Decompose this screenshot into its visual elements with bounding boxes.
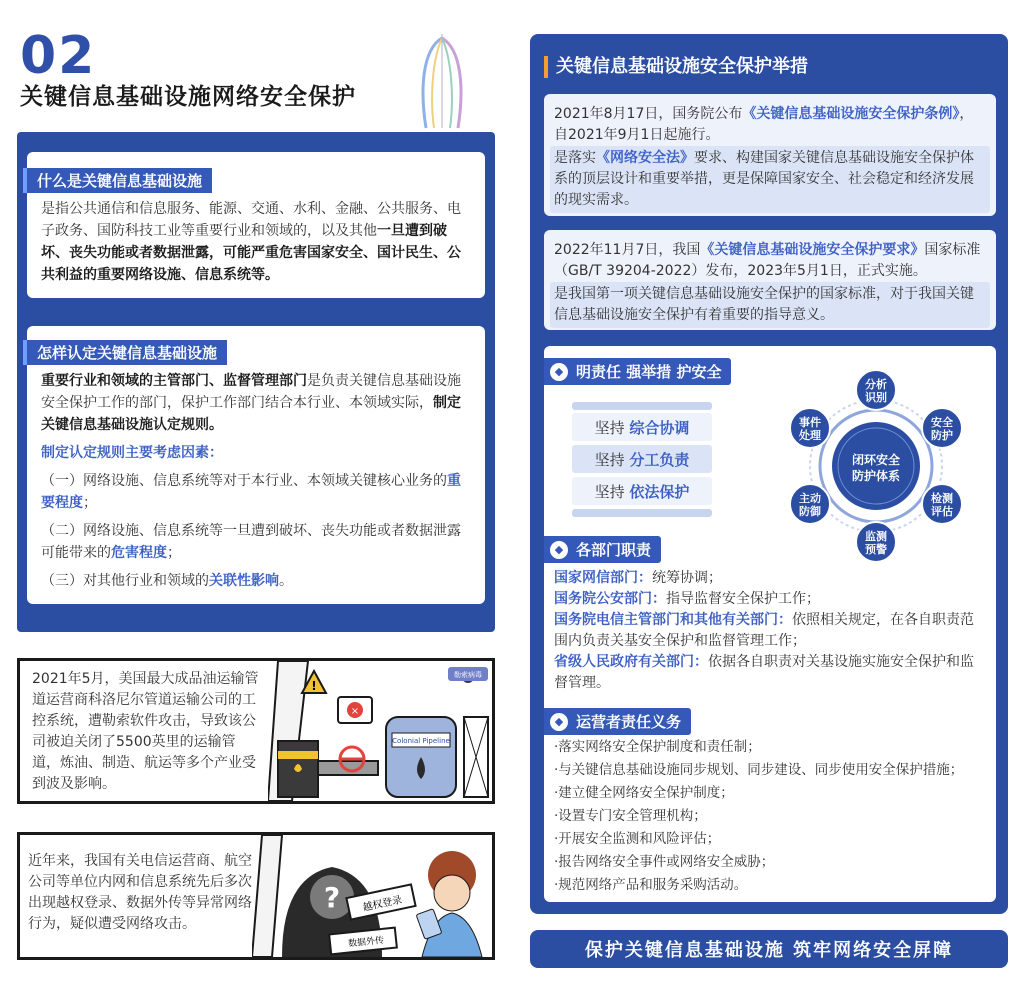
svg-text:勒索病毒: 勒索病毒 — [454, 671, 482, 679]
security-cycle-diagram — [766, 368, 986, 564]
shield-icon: ◆ — [550, 363, 568, 381]
pipeline-illustration — [268, 661, 492, 801]
tower-illustration — [412, 30, 472, 130]
list-item: ·建立健全网络安全保护制度； — [554, 785, 734, 801]
department-item: 国务院公安部门：指导监督安全保护工作； — [554, 591, 820, 607]
list-item: ·规范网络产品和服务采购活动。 — [554, 877, 748, 893]
node-respond — [790, 408, 830, 448]
hacker-illustration — [252, 835, 492, 957]
svg-text:越权登录: 越权登录 — [361, 894, 404, 914]
identification-text: 重要行业和领域的主管部门、监督管理部门是负责关键信息基础设施安全保护工作的部门，保护工作部门结合本行业、本领域实际，制定关键信息基础设施认定规则。 制定认定规则主要考虑因素： （一）网络设施、信息系统等对于本行业、本领域关键核心业务的重要程度； （二）网络设施、信息系统等一旦遭到破坏、丧失功能或者数据泄露可能带来的危害程度； （三）对其他行业和领域的关联性影响。 — [41, 370, 471, 592]
principle-item: 坚持 分工负责 — [572, 445, 712, 473]
shield-icon: ◆ — [550, 713, 568, 731]
operator-duty-list — [554, 736, 986, 897]
svg-text:×: × — [350, 706, 360, 717]
section-number: 02 — [20, 26, 97, 86]
intrusion-comic — [17, 832, 495, 960]
slogan-banner: 保护关键信息基础设施 筑牢网络安全屏障 — [530, 930, 1008, 968]
svg-text:预警: 预警 — [865, 543, 887, 556]
standard-significance: 是我国第一项关键信息基础设施安全保护的国家标准，对于我国关键信息基础设施安全保护有着重要的指导意义。 — [550, 282, 990, 328]
factor-1: （一）网络设施、信息系统等对于本行业、本领域关键核心业务的重要程度； — [41, 473, 461, 511]
list-item: ·设置专门安全管理机构； — [554, 808, 707, 824]
svg-text:安全: 安全 — [931, 416, 953, 429]
regulation-significance: 是落实《网络安全法》要求、构建国家关键信息基础设施安全保护体系的顶层设计和重要举措，更是保障国家安全、社会稳定和经济发展的现实需求。 — [550, 146, 990, 213]
list-item: ·与关键信息基础设施同步规划、同步建设、同步使用安全保护措施； — [554, 762, 964, 778]
node-protect — [922, 408, 962, 448]
cycle-center-line1: 闭环安全 — [851, 453, 901, 467]
list-item: ·落实网络安全保护制度和责任制； — [554, 739, 761, 755]
svg-text:识别: 识别 — [865, 391, 887, 404]
factor-3: （三）对其他行业和领域的关联性影响。 — [41, 573, 293, 589]
svg-text:处理: 处理 — [799, 429, 821, 442]
pipeline-attack-comic — [17, 658, 495, 804]
svg-text:!: ! — [311, 679, 317, 693]
identification-card — [27, 326, 485, 604]
department-item: 国务院电信主管部门和其他有关部门：依照相关规定，在各自职责范围内负责关基安全保护和监督管理工作； — [554, 612, 974, 649]
svg-text:监测: 监测 — [865, 530, 887, 543]
shield-icon: ◆ — [550, 541, 568, 559]
responsibility-tag: ◆ 明责任 强举措 护安全 — [544, 358, 731, 385]
regulation-card — [544, 94, 996, 216]
department-item: 国家网信部门：统筹协调； — [554, 570, 722, 586]
svg-text:检测: 检测 — [931, 492, 953, 505]
svg-text:事件: 事件 — [799, 416, 821, 429]
standard-text: 2022年11月7日，我国《关键信息基础设施安全保护要求》国家标准（GB/T 39204-2022）发布，2023年5月1日，正式实施。 — [554, 242, 981, 279]
department-list — [554, 568, 986, 694]
node-evaluate — [922, 484, 962, 524]
page-title: 关键信息基础设施网络安全保护 — [20, 84, 356, 110]
identification-tag: 怎样认定关键信息基础设施 — [23, 340, 227, 365]
operator-duties-tag: ◆ 运营者责任义务 — [544, 708, 691, 735]
svg-text:主动: 主动 — [799, 492, 821, 505]
node-warn — [856, 522, 896, 562]
principles-list — [572, 402, 712, 520]
virus-icon — [448, 667, 488, 683]
definition-card — [27, 152, 485, 298]
list-item: ·报告网络安全事件或网络安全威胁； — [554, 854, 775, 870]
definition-text: 是指公共通信和信息服务、能源、交通、水利、金融、公共服务、电子政务、国防科技工业等重要行业和领域的，以及其他一旦遭到破坏、丧失功能或者数据泄露，可能严重危害国家安全、国计民生、公共利益的重要网络设施、信息系统等。 — [41, 201, 461, 283]
node-defend — [790, 484, 830, 524]
node-analyze — [856, 370, 896, 410]
regulation-text: 2021年8月17日，国务院公布《关键信息基础设施安全保护条例》，自2021年9月1日起施行。 — [554, 106, 974, 143]
svg-text:数据外传: 数据外传 — [347, 935, 385, 950]
svg-text:防护: 防护 — [931, 429, 953, 442]
measures-title: 关键信息基础设施安全保护举措 — [544, 56, 808, 78]
pipeline-attack-text: 2021年5月，美国最大成品油运输管道运营商科洛尼尔管道运输公司的工控系统，遭勒索软件攻击，导致该公司被迫关闭了5500英里的运输管道，炼油、制造、航运等多个产业受到波及影响。 — [32, 671, 259, 792]
definition-tag: 什么是关键信息基础设施 — [23, 168, 212, 193]
factors-heading: 制定认定规则主要考虑因素： — [41, 445, 223, 461]
list-item: ·开展安全监测和风险评估； — [554, 831, 721, 847]
svg-text:评估: 评估 — [931, 505, 953, 518]
error-icon — [338, 697, 372, 723]
standard-card — [544, 230, 996, 330]
department-item: 省级人民政府有关部门：依据各自职责对关基设施实施安全保护和监督管理。 — [554, 654, 974, 691]
departments-tag: ◆ 各部门职责 — [544, 536, 661, 563]
factor-2: （二）网络设施、信息系统等一旦遭到破坏、丧失功能或者数据泄露可能带来的危害程度； — [41, 523, 461, 561]
svg-text:防御: 防御 — [799, 505, 821, 518]
svg-text:分析: 分析 — [865, 378, 887, 391]
intrusion-text: 近年来，我国有关电信运营商、航空公司等单位内网和信息系统先后多次出现越权登录、数据外传等异常网络行为，疑似遭受网络攻击。 — [28, 853, 252, 932]
principle-item: 坚持 依法保护 — [572, 477, 712, 505]
svg-text:?: ? — [323, 881, 341, 914]
cycle-center-line2: 防护体系 — [851, 469, 901, 483]
responsibility-card — [544, 346, 996, 902]
principle-item: 坚持 综合协调 — [572, 413, 712, 441]
svg-text:Colonial Pipeline: Colonial Pipeline — [392, 737, 450, 745]
